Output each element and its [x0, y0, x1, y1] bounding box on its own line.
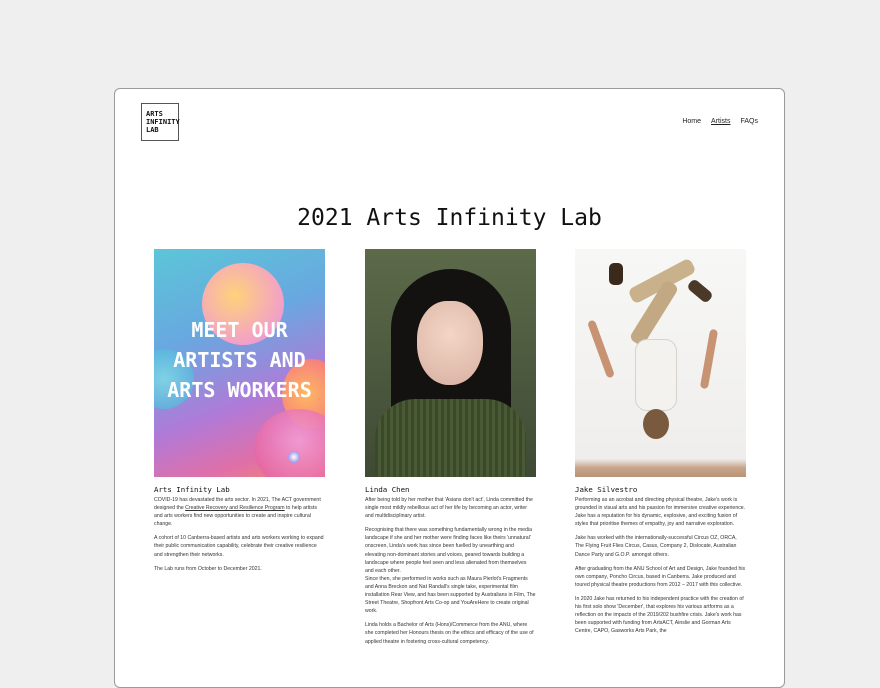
poster-line-2: ARTISTS AND — [173, 348, 306, 372]
paragraph-text: COVID-19 has devastated the arts sector. In 2021, The ACT government designed the — [154, 497, 321, 512]
nav-faqs[interactable]: FAQs — [740, 118, 758, 125]
card-paragraph: Linda holds a Bachelor of Arts (Hons)/Commerce from the ANU, where she completed her Honours thesis on the ethics and efficacy of the use of applied theatre in fostering cross-cultural competency. — [365, 622, 534, 645]
creative-recovery-link[interactable]: Creative Recovery and Resilience Program — [185, 505, 285, 512]
logo-line-2: INFINITY — [146, 118, 180, 126]
card-name: Jake Silvestro — [575, 485, 638, 494]
card-paragraph — [154, 496, 325, 528]
card-name: Linda Chen — [365, 485, 410, 494]
logo-line-3: LAB — [146, 126, 159, 134]
logo-line-1: ARTS — [146, 110, 163, 118]
poster-line-3: ARTS WORKERS — [167, 378, 312, 402]
card-paragraph: In 2020 Jake has returned to his independent practice with the creation of his first solo show 'December', that explores his various artforms as a reflection on the impacts of the 2019/202 bushfire crisis. Jake's work has been supported with funding from ArtsACT, Ainslie and Gorman Arts Centre, CAPO, Gasworks Arts Park, the — [575, 595, 744, 635]
jake-silvestro-photo — [575, 249, 746, 477]
linda-chen-photo — [365, 249, 536, 477]
poster-line-1: MEET OUR — [191, 318, 288, 342]
artist-card-linda-chen — [365, 249, 536, 646]
meet-our-artists-poster — [154, 249, 325, 477]
card-paragraph: The Lab runs from October to December 2021. — [154, 565, 262, 572]
artist-card-arts-infinity-lab — [154, 249, 325, 573]
card-paragraph: Recognising that there was something fundamentally wrong in the media landscape if she and her mother were finding faces like theirs 'unnatural' onscreen, Linda's work has since been fuelled by unearthing and elevating non-dominant stories and voices, geared towards building a landscape where people feel seen and less alienated from themselves and each other. — [365, 527, 532, 574]
page-title: 2021 Arts Infinity Lab — [297, 205, 602, 231]
card-paragraph: Since then, she performed in works such as Maura Pierlot's Fragments and Anna Breckon and Nat Randall's single take, experimental film installation Rear View, and has been supported by Australians in Film, The Street Theatre, Shopfront Arts Co-op and YouAreHere to create original work. — [365, 575, 536, 615]
card-paragraph: A cohort of 10 Canberra-based artists and arts workers working to expand their public communication capability, celebrate their creative resilience and strengthen their networks. — [154, 535, 324, 558]
card-paragraph: After being told by her mother that 'Asians don't act', Linda committed the single most mildly rebellious act of her life by becoming an actor, writer and multidisciplinary artist. — [365, 497, 533, 520]
card-paragraph: Performing as an acrobat and directing physical theatre, Jake's work is grounded in visual arts and his passion for immersive creative experience. Jake has a reputation for his dynamic, explosive, and exciting fusion of styles that prioritise themes of empathy, joy and narrative exploration. — [575, 497, 746, 528]
card-paragraph: After graduating from the ANU School of Art and Design, Jake founded his own company, Poncho Circus, based in Canberra. Jake produced and toured physical theatre productions from 2012 – 2017 with this collective. — [575, 565, 746, 588]
nav-home[interactable]: Home — [682, 118, 702, 125]
main-nav — [682, 118, 758, 125]
site-logo[interactable] — [141, 103, 179, 141]
artist-card-jake-silvestro — [575, 249, 746, 635]
paragraph-text: to help artists and arts workers find new opportunities to create and inspire cultural change. — [154, 505, 317, 528]
card-paragraph: Jake has worked with the internationally-successful Circus OZ, ORCA, The Flying Fruit Flies Circus, Casus, Company 2, Dislocate, Australian Dance Party and G.O.P. amongst others. — [575, 535, 737, 558]
card-name: Arts Infinity Lab — [154, 485, 230, 494]
nav-artists[interactable]: Artists — [711, 118, 731, 125]
browser-window — [114, 88, 785, 688]
